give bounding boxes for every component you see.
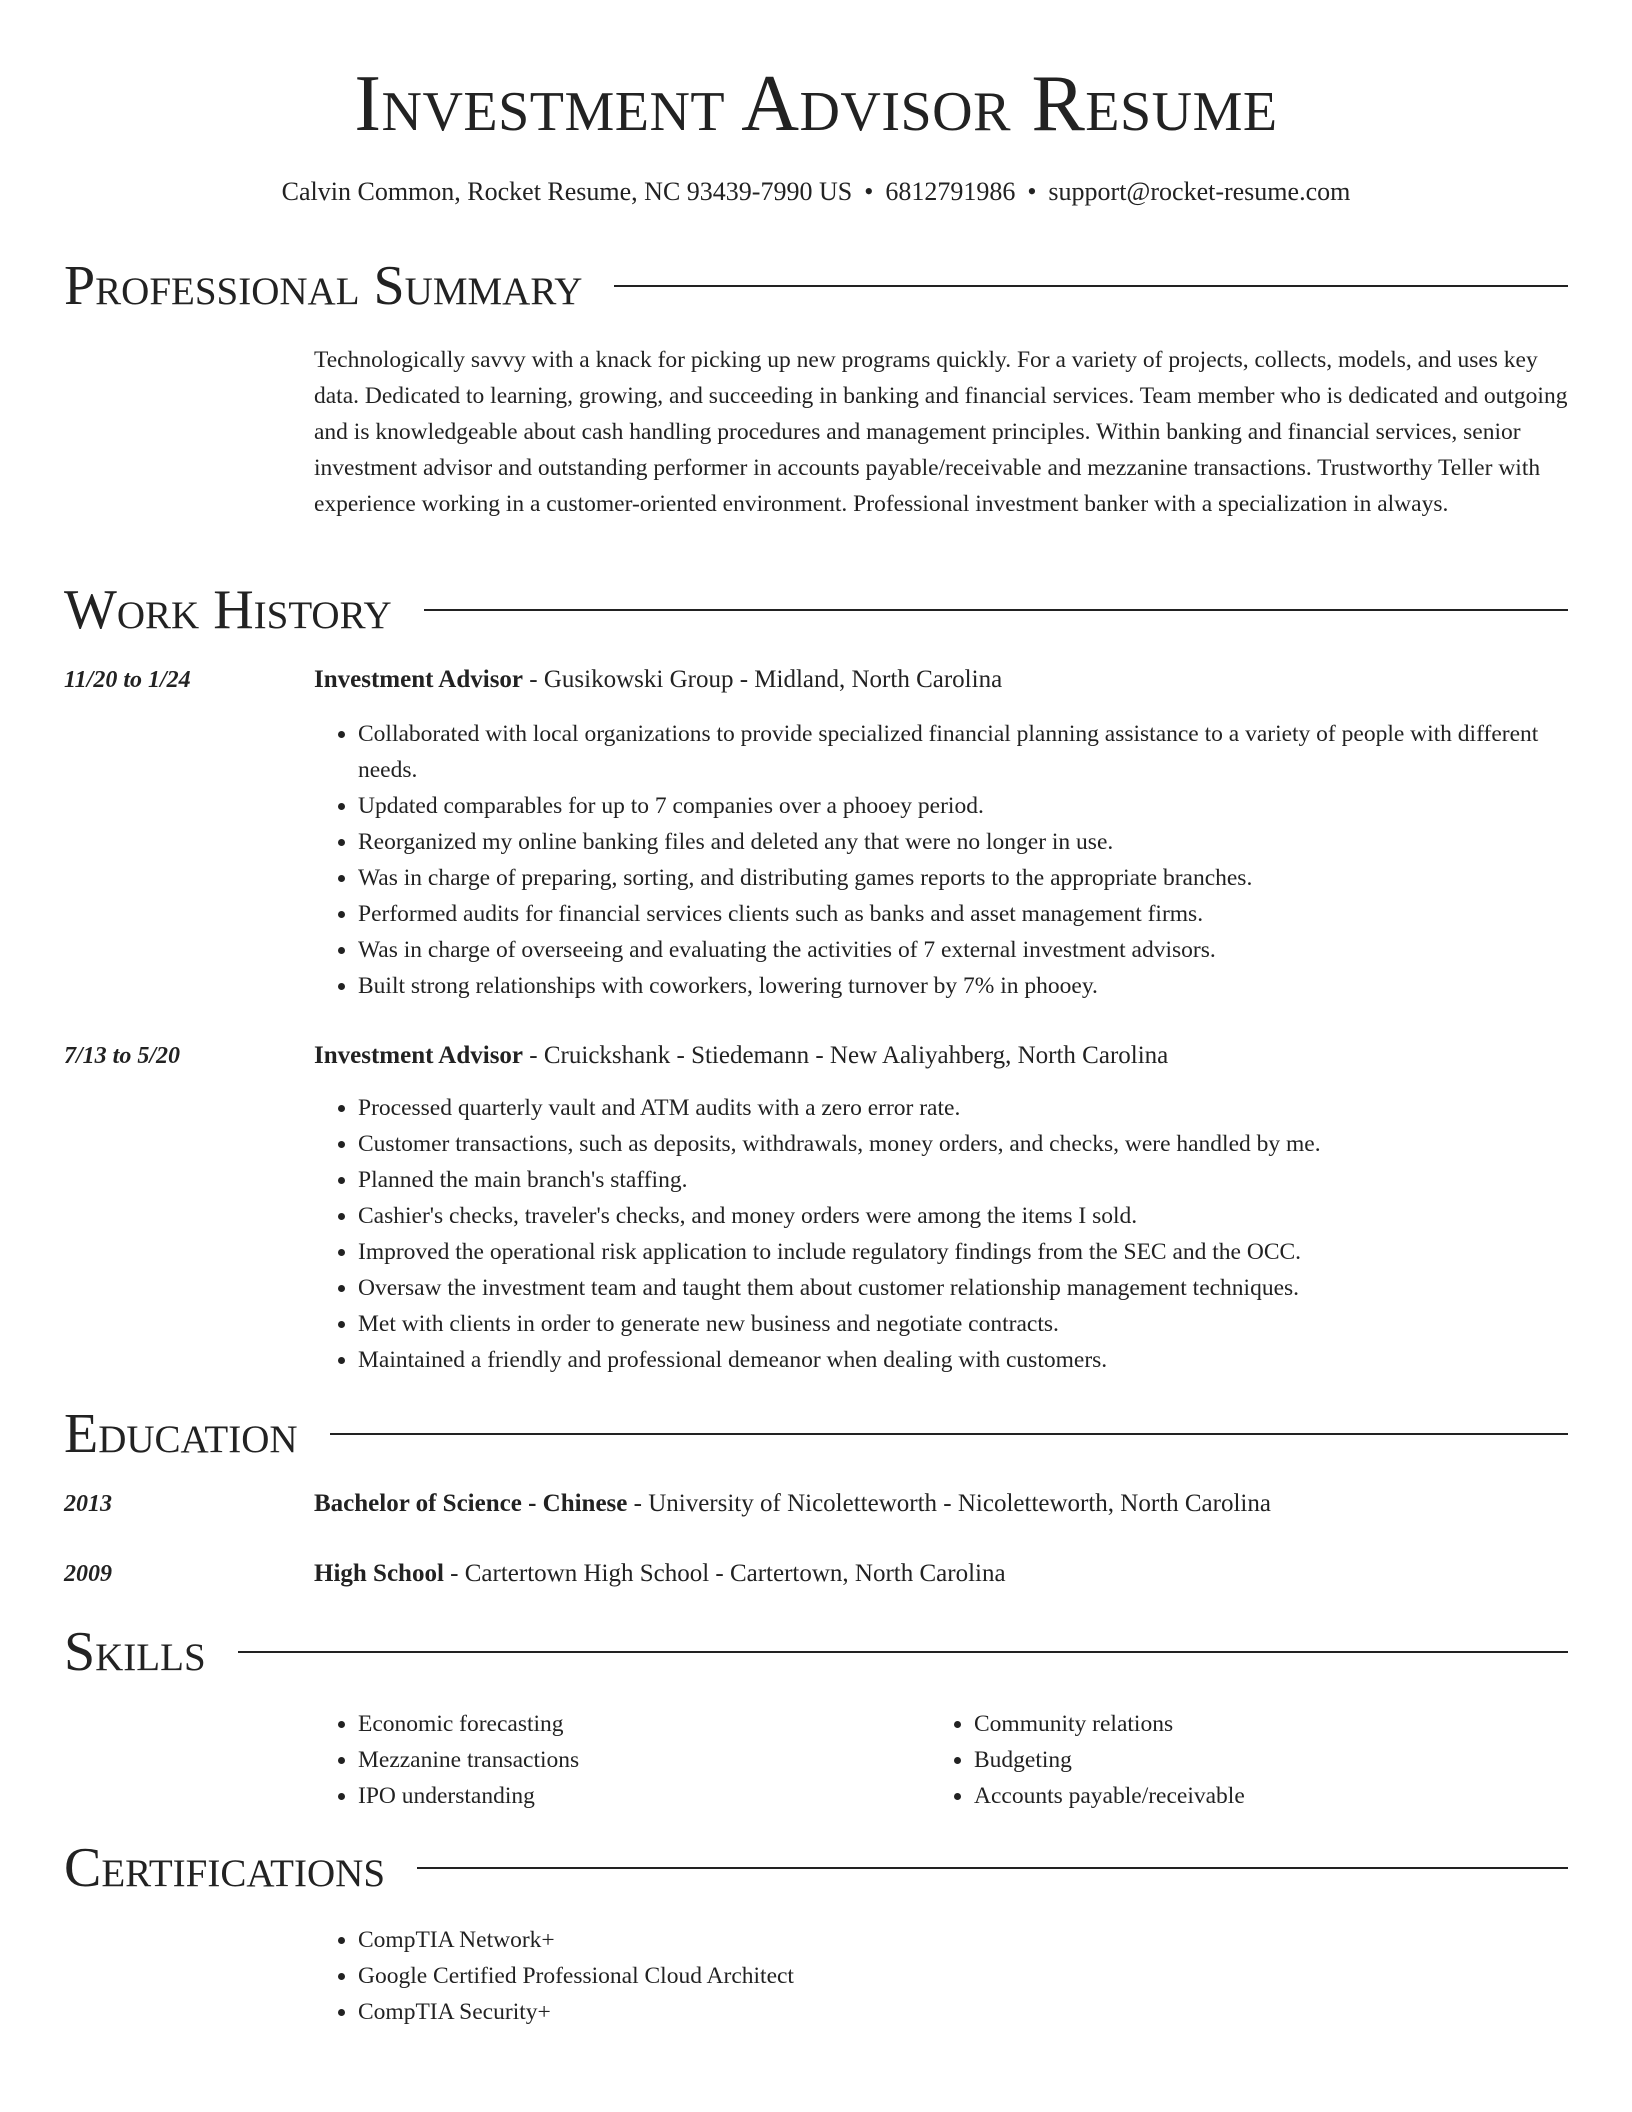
education-degree: High School [314, 1560, 444, 1587]
job-dates: 7/13 to 5/20 [64, 1043, 181, 1069]
education-section-header [64, 1402, 1568, 1466]
list-item: • Was in charge of overseeing and evaluating the activities of 7 external investment advisors. [358, 932, 1568, 968]
contact-email[interactable]: support@rocket-resume.com [1048, 177, 1351, 206]
section-divider [417, 1867, 1568, 1869]
job-details: - Gusikowski Group - Midland, North Carolina [523, 666, 1003, 693]
resume-title: Investment Advisor Resume [354, 60, 1278, 148]
list-item: • Collaborated with local organizations to provide specialized financial planning assistance to a variety of people with different needs. [358, 716, 1568, 788]
education-year: 2009 [64, 1561, 112, 1587]
job-details: - Cruickshank - Stiedemann - New Aaliyahberg, North Carolina [523, 1042, 1169, 1069]
section-divider [330, 1433, 1568, 1435]
list-item: • Updated comparables for up to 7 companies over a phooey period. [358, 788, 1568, 824]
summary-text: Technologically savvy with a knack for picking up new programs quickly. For a variety of projects, collects, models, and uses key data. Dedicated to learning, growing, and succeeding in banking and financial services. Team member who is dedicated and outgoing and is knowledgeable about cash handling procedures and management principles. Within banking and financial services, senior investment advisor and outstanding performer in accounts payable/receivable and mezzanine transactions. Trustworthy Teller with experience working in a customer-oriented environment. Professional investment banker with a specialization in always. [314, 347, 1568, 517]
work-history-section-header [64, 578, 1568, 642]
job-header [314, 664, 1568, 696]
education-degree: Bachelor of Science - Chinese [314, 1490, 628, 1517]
contact-address: Calvin Common, Rocket Resume, NC 93439-7990 US [281, 177, 853, 206]
skill-item: • IPO understanding [358, 1778, 934, 1814]
skill-item: • Accounts payable/receivable [974, 1778, 1550, 1814]
education-details: - University of Nicoletteworth - Nicoletteworth, North Carolina [627, 1490, 1271, 1517]
education-year: 2013 [64, 1491, 112, 1517]
list-item: • Oversaw the investment team and taught them about customer relationship management techniques. [358, 1270, 1568, 1306]
list-item: • Processed quarterly vault and ATM audits with a zero error rate. [358, 1090, 1568, 1126]
skill-item: • Budgeting [974, 1742, 1550, 1778]
list-item: • Customer transactions, such as deposits, withdrawals, money orders, and checks, were handled by me. [358, 1126, 1568, 1162]
skills-section-header [64, 1620, 1568, 1684]
education-entry [314, 1558, 1568, 1590]
list-item: • Maintained a friendly and professional demeanor when dealing with customers. [358, 1342, 1568, 1378]
contact-separator: • [864, 177, 874, 206]
education-details: - Cartertown High School - Cartertown, North Carolina [443, 1560, 1006, 1587]
certifications-heading: Certifications [64, 1837, 386, 1899]
skills-heading: Skills [64, 1621, 206, 1683]
job-title: Investment Advisor [314, 666, 524, 693]
education-entry [314, 1488, 1568, 1520]
list-item: • Improved the operational risk application to include regulatory findings from the SEC and the OCC. [358, 1234, 1568, 1270]
job-title: Investment Advisor [314, 1042, 524, 1069]
education-heading: Education [64, 1403, 298, 1465]
contact-phone: 6812791986 [885, 177, 1016, 206]
section-divider [238, 1651, 1568, 1653]
list-item: • Reorganized my online banking files and deleted any that were no longer in use. [358, 824, 1568, 860]
list-item: • Built strong relationships with coworkers, lowering turnover by 7% in phooey. [358, 968, 1568, 1004]
skills-list-left [314, 1706, 934, 1814]
certification-item: • Google Certified Professional Cloud Architect [358, 1958, 1568, 1994]
job-header [314, 1040, 1568, 1072]
section-divider [424, 609, 1568, 611]
skill-item: • Economic forecasting [358, 1706, 934, 1742]
contact-separator: • [1027, 177, 1037, 206]
work-history-heading: Work History [64, 579, 392, 641]
summary-heading: Professional Summary [64, 255, 583, 317]
job-bullet-list [314, 1090, 1568, 1378]
list-item: • Planned the main branch's staffing. [358, 1162, 1568, 1198]
job-bullet-list [314, 716, 1568, 1004]
skill-item: • Community relations [974, 1706, 1550, 1742]
section-divider [614, 285, 1568, 287]
certification-item: • CompTIA Security+ [358, 1994, 1568, 2030]
certifications-list [314, 1922, 1568, 2030]
contact-line [0, 176, 1632, 208]
list-item: • Met with clients in order to generate new business and negotiate contracts. [358, 1306, 1568, 1342]
list-item: • Was in charge of preparing, sorting, and distributing games reports to the appropriate branches. [358, 860, 1568, 896]
job-dates: 11/20 to 1/24 [64, 667, 191, 693]
skills-list-right [930, 1706, 1550, 1814]
list-item: • Cashier's checks, traveler's checks, and money orders were among the items I sold. [358, 1198, 1568, 1234]
certification-item: • CompTIA Network+ [358, 1922, 1568, 1958]
skill-item: • Mezzanine transactions [358, 1742, 934, 1778]
list-item: • Performed audits for financial services clients such as banks and asset management firms. [358, 896, 1568, 932]
certifications-section-header [64, 1836, 1568, 1900]
summary-section-header [64, 254, 1568, 318]
